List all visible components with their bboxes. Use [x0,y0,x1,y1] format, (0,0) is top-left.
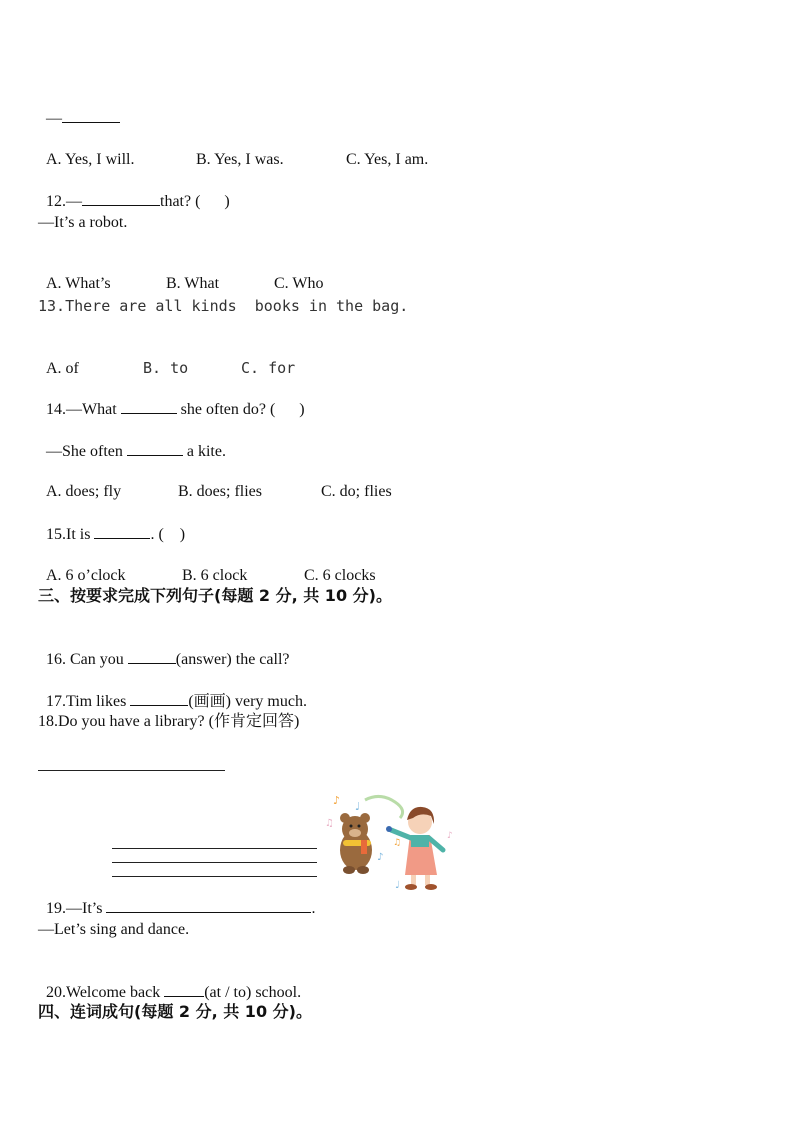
q13-option-a-text: A. of [46,360,79,377]
q12-number: 12.— [46,193,82,210]
girl-icon [386,807,443,890]
q18-question: 18.Do you have a library? (作肯定回答) [38,713,300,730]
svg-text:♪: ♪ [377,852,384,863]
q11-answer-line [38,88,120,129]
q11-option-b[interactable]: B. Yes, I was. [196,151,284,168]
q17-question [38,671,307,712]
q17-blank[interactable] [130,691,188,706]
q12-options [38,254,323,294]
q14-option-c[interactable]: C. do; flies [321,483,392,500]
q12-blank[interactable] [82,191,160,206]
q15-option-a[interactable]: A. 6 o’clock [46,567,126,584]
q15-option-b[interactable]: B. 6 clock [182,567,248,584]
q12-answer: —It’s a robot. [38,214,128,231]
q19-question [38,878,315,919]
q16-blank[interactable] [128,649,176,664]
section-3-heading: 三、按要求完成下列句子(每题 2 分, 共 10 分)。 [38,586,392,605]
q11-blank[interactable] [62,108,120,123]
q15-option-c[interactable]: C. 6 clocks [304,567,376,584]
q14-text: she often do? ( ) [180,401,305,418]
singing-illustration [325,790,460,895]
q11-option-a[interactable]: A. Yes, I will. [46,151,135,168]
q19-answer: —Let’s sing and dance. [38,921,190,938]
q11-option-c[interactable]: C. Yes, I am. [346,151,429,168]
q12-text: that? ( ) [160,193,230,210]
svg-text:♫: ♫ [325,818,334,829]
q11-options [38,130,428,170]
q17-pre: 17.Tim likes [46,693,127,710]
q13-option-b[interactable]: B. to [143,359,189,377]
q13-options [38,338,295,379]
q13-question: 13.There are all kinds books in the bag. [38,297,409,315]
q12-option-b[interactable]: B. What [166,275,220,292]
q14-option-a[interactable]: A. does; fly [46,483,122,500]
q14-answer [38,421,226,462]
q20-pre: 20.Welcome back [46,984,161,1001]
q12-question [38,171,230,212]
q19-pre: 19.—It’s [46,900,103,917]
q20-post: (at / to) school. [204,984,302,1001]
q14-blank-1[interactable] [121,399,177,414]
q15-question [38,504,185,545]
q14-option-b[interactable]: B. does; flies [178,483,262,500]
q17-post: (画画) very much. [188,693,307,710]
q19-post: . [311,900,316,917]
q16-post: (answer) the call? [175,651,290,668]
q12-option-a[interactable]: A. What’s [46,275,111,292]
svg-text:♪: ♪ [333,794,341,807]
svg-text:♫: ♫ [393,838,402,848]
q15-number: 15.It is [46,526,91,543]
q14-answer-pre: —She often [46,443,123,460]
svg-text:♪: ♪ [447,831,453,841]
q14-question [38,379,305,420]
q11-dash: — [46,110,62,127]
q14-answer-post: a kite. [186,443,226,460]
q12-option-c[interactable]: C. Who [274,275,324,292]
section-4-heading: 四、连词成句(每题 2 分, 共 10 分)。 [38,1002,312,1021]
q14-number: 14.—What [46,401,117,418]
q19-writing-line-1[interactable] [112,848,317,849]
q16-pre: 16. Can you [46,651,124,668]
q13-option-a[interactable] [46,359,143,379]
q19-writing-line-3[interactable] [112,876,317,877]
bear-icon [340,813,372,874]
q13-option-c[interactable]: C. for [241,359,296,377]
q16-question [38,629,290,670]
q15-blank[interactable] [94,524,150,539]
q20-question [38,962,301,1003]
svg-text:♩: ♩ [355,800,361,813]
q15-options [38,546,376,586]
q20-blank[interactable] [164,982,204,997]
q19-writing-line-2[interactable] [112,862,317,863]
q18-answer-line[interactable] [38,770,225,771]
svg-text:♩: ♩ [395,880,400,891]
q15-text: . ( ) [150,526,186,543]
q14-blank-2[interactable] [127,441,183,456]
q14-options [38,462,392,502]
q19-blank[interactable] [106,898,311,913]
